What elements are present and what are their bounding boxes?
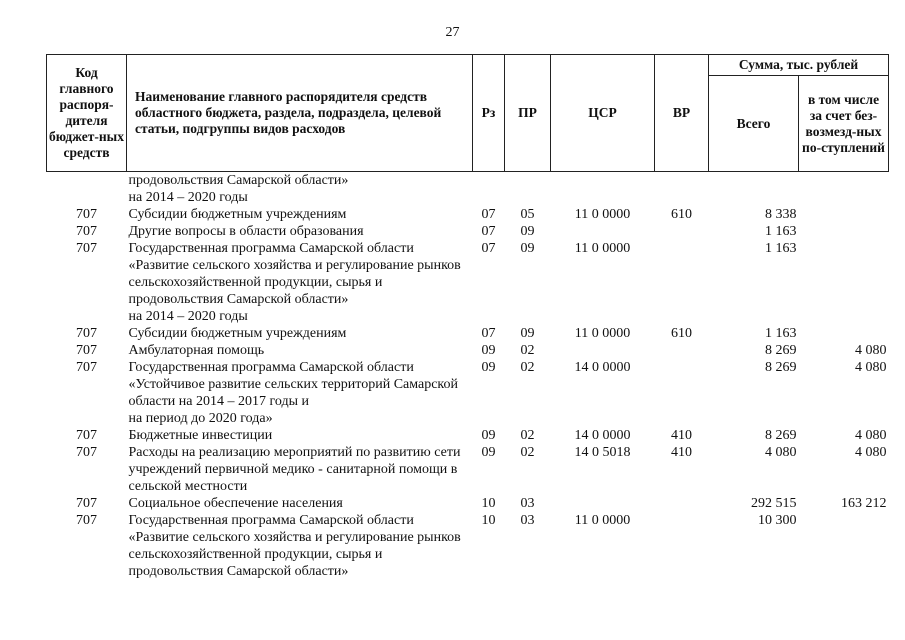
cell-total <box>709 172 799 207</box>
table-row <box>47 240 889 325</box>
cell-free <box>799 172 889 207</box>
header-free: в том числе за счет без-возмезд-ных по-ступлений <box>799 76 889 172</box>
header-vr: ВР <box>655 55 709 172</box>
cell-csr <box>551 172 655 207</box>
cell-code: 707 <box>76 241 97 256</box>
cell-code: 707 <box>76 428 97 443</box>
cell-name: Бюджетные инвестиции <box>128 428 273 443</box>
cell-pr: 05 <box>520 207 535 222</box>
cell-total: 8 338 <box>765 207 797 222</box>
cell-code: 707 <box>76 513 97 528</box>
cell-free <box>799 240 889 325</box>
cell-name: Государственная программа Самарской области «Развитие сельского хозяйства и регулирование рынков сельскохозяйственной продукции, сырья и продовольствия Самарской области» на 2014 – 2020 годы <box>128 241 461 324</box>
cell-rz <box>473 172 505 207</box>
cell-csr: 11 0 0000 <box>574 513 631 528</box>
cell-rz: 10 <box>481 496 496 511</box>
cell-rz: 09 <box>481 360 496 375</box>
cell-free <box>799 206 889 223</box>
cell-csr: 14 0 0000 <box>574 428 631 443</box>
cell-vr: 410 <box>671 445 692 460</box>
cell-vr <box>655 512 709 580</box>
cell-csr: 11 0 0000 <box>574 241 631 256</box>
cell-total: 1 163 <box>765 326 797 341</box>
cell-pr: 09 <box>520 326 535 341</box>
cell-csr: 14 0 0000 <box>574 360 631 375</box>
header-sum: Сумма, тыс. рублей <box>709 55 889 76</box>
cell-vr: 410 <box>671 428 692 443</box>
cell-name: Субсидии бюджетным учреждениям <box>128 207 347 222</box>
cell-total: 10 300 <box>758 513 797 528</box>
cell-code: 707 <box>76 326 97 341</box>
cell-pr <box>505 172 551 207</box>
cell-pr: 09 <box>520 224 535 239</box>
table-row <box>47 325 889 342</box>
cell-code: 707 <box>76 207 97 222</box>
cell-csr <box>551 342 655 359</box>
cell-pr: 09 <box>520 241 535 256</box>
cell-name: Государственная программа Самарской области «Устойчивое развитие сельских территорий Самарской области на 2014 – 2017 годы и на период до 2020 года» <box>128 360 459 426</box>
cell-vr <box>655 223 709 240</box>
cell-rz: 09 <box>481 343 496 358</box>
header-code: Код главного распоря-дителя бюджет-ных средств <box>47 55 127 172</box>
table-row <box>47 427 889 444</box>
cell-pr: 02 <box>520 360 535 375</box>
cell-rz: 07 <box>481 224 496 239</box>
cell-free: 4 080 <box>855 360 887 375</box>
cell-code: 707 <box>76 445 97 460</box>
cell-vr: 610 <box>671 207 692 222</box>
cell-free <box>799 512 889 580</box>
cell-total: 8 269 <box>765 343 797 358</box>
table-row <box>47 495 889 512</box>
cell-pr: 02 <box>520 445 535 460</box>
cell-pr: 03 <box>520 513 535 528</box>
cell-total: 1 163 <box>765 241 797 256</box>
cell-csr: 11 0 0000 <box>574 207 631 222</box>
cell-code: 707 <box>76 343 97 358</box>
cell-vr: 610 <box>671 326 692 341</box>
cell-code: 707 <box>76 224 97 239</box>
cell-name: продовольствия Самарской области» на 2014 – 2020 годы <box>128 173 349 205</box>
cell-total: 292 515 <box>751 496 797 511</box>
cell-rz: 07 <box>481 241 496 256</box>
cell-free: 4 080 <box>855 343 887 358</box>
table-body <box>47 172 889 581</box>
cell-csr <box>551 223 655 240</box>
cell-free: 163 212 <box>841 496 887 511</box>
table-row <box>47 342 889 359</box>
cell-rz: 07 <box>481 207 496 222</box>
cell-free: 4 080 <box>855 428 887 443</box>
cell-total: 8 269 <box>765 428 797 443</box>
cell-csr: 11 0 0000 <box>574 326 631 341</box>
table-row <box>47 512 889 580</box>
cell-name: Другие вопросы в области образования <box>128 224 364 239</box>
cell-rz: 10 <box>481 513 496 528</box>
cell-vr <box>655 495 709 512</box>
cell-vr <box>655 172 709 207</box>
cell-name: Расходы на реализацию мероприятий по развитию сети учреждений первичной медико - санитарной помощи в сельской местности <box>128 445 461 494</box>
header-pr: ПР <box>505 55 551 172</box>
header-name: Наименование главного распорядителя средств областного бюджета, раздела, подраздела, целевой статьи, подгруппы видов расходов <box>127 55 473 172</box>
table-row <box>47 172 889 207</box>
page-number: 27 <box>445 25 460 40</box>
cell-pr: 02 <box>520 428 535 443</box>
cell-rz: 09 <box>481 428 496 443</box>
table-row <box>47 223 889 240</box>
header-total: Всего <box>709 76 799 172</box>
header-rz: Рз <box>473 55 505 172</box>
cell-pr: 03 <box>520 496 535 511</box>
cell-code <box>47 172 127 207</box>
cell-vr <box>655 359 709 427</box>
cell-pr: 02 <box>520 343 535 358</box>
cell-name: Государственная программа Самарской области «Развитие сельского хозяйства и регулирование рынков сельскохозяйственной продукции, сырья и продовольствия Самарской области» <box>128 513 461 579</box>
cell-rz: 07 <box>481 326 496 341</box>
cell-code: 707 <box>76 360 97 375</box>
cell-free: 4 080 <box>855 445 887 460</box>
table-header <box>47 55 889 172</box>
cell-csr <box>551 495 655 512</box>
cell-name: Субсидии бюджетным учреждениям <box>128 326 347 341</box>
cell-vr <box>655 342 709 359</box>
cell-code: 707 <box>76 496 97 511</box>
table-row <box>47 206 889 223</box>
cell-name: Социальное обеспечение населения <box>128 496 343 511</box>
budget-table <box>46 54 889 580</box>
cell-free <box>799 223 889 240</box>
cell-vr <box>655 240 709 325</box>
cell-total: 4 080 <box>765 445 797 460</box>
table-row <box>47 444 889 495</box>
header-csr: ЦСР <box>551 55 655 172</box>
cell-free <box>799 325 889 342</box>
table-row <box>47 359 889 427</box>
cell-rz: 09 <box>481 445 496 460</box>
cell-total: 1 163 <box>765 224 797 239</box>
cell-csr: 14 0 5018 <box>574 445 631 460</box>
cell-name: Амбулаторная помощь <box>128 343 265 358</box>
cell-total: 8 269 <box>765 360 797 375</box>
